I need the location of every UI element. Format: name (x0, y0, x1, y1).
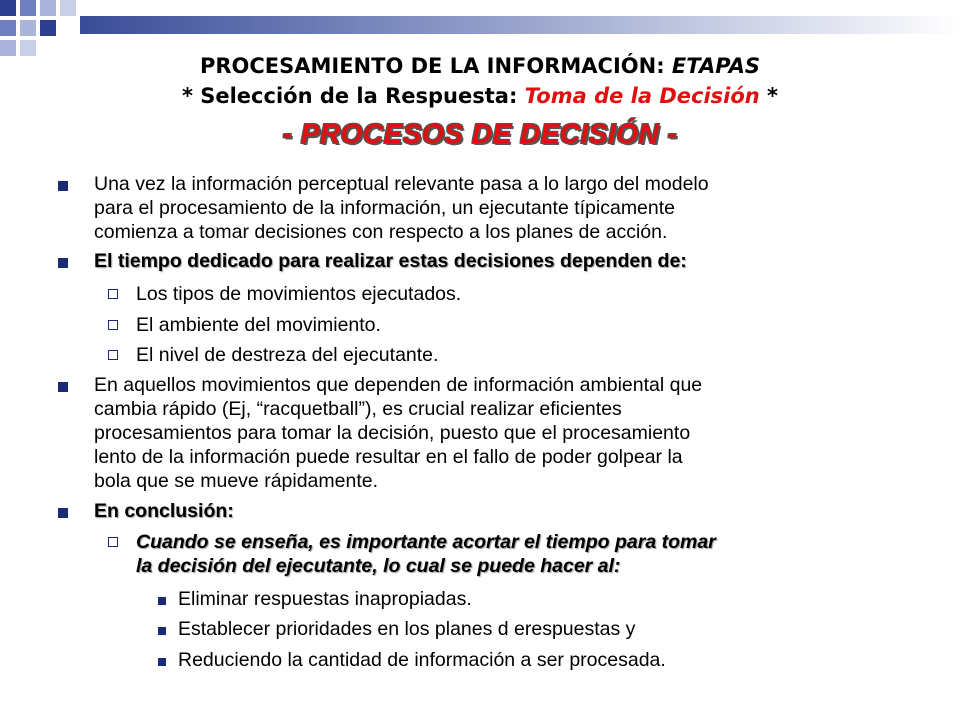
bullet-icon (158, 597, 166, 605)
list-item: Los tipos de movimientos ejecutados. (136, 283, 462, 305)
list-item: Reduciendo la cantidad de información a ser procesada. (178, 649, 666, 671)
list-item: El ambiente del movimiento. (136, 314, 381, 336)
section-heading: - PROCESOS DE DECISIÓN - (282, 118, 678, 149)
bullet-icon (158, 658, 166, 666)
header-gradient-bar (80, 16, 960, 34)
hollow-bullet-icon (108, 537, 118, 547)
bullet-icon (58, 181, 68, 191)
bullet-icon (58, 382, 68, 392)
slide-title: PROCESAMIENTO DE LA INFORMACIÓN: ETAPAS (199, 54, 761, 78)
bullet-icon (158, 627, 166, 635)
conclusion-statement: Cuando se enseña, es importante acortar el tiempo para tomar la decisión del ejecutante, lo cual se puede hacer al: (136, 531, 716, 577)
hollow-bullet-icon (108, 320, 118, 330)
bullet-icon (58, 258, 68, 268)
list-item: El nivel de destreza del ejecutante. (136, 344, 439, 366)
paragraph-2-heading: El tiempo dedicado para realizar estas decisiones dependen de: (94, 250, 687, 272)
list-item: Establecer prioridades en los planes d erespuestas y (178, 618, 636, 640)
bullet-icon (58, 508, 68, 518)
paragraph-3: En aquellos movimientos que dependen de información ambiental que cambia rápido (Ej, “racquetball”), es crucial realizar eficientes procesamientos para tomar la decisión, puesto que el procesamiento lento de la información puede resultar en el fallo de poder golpear la bola que se mueve rápidamente. (94, 374, 703, 492)
list-item: Eliminar respuestas inapropiadas. (178, 588, 472, 610)
hollow-bullet-icon (108, 289, 118, 299)
slide-subtitle: * Selección de la Respuesta: Toma de la Decisión * (181, 84, 779, 108)
paragraph-1: Una vez la información perceptual relevante pasa a lo largo del modelo para el procesamiento de la información, un ejecutante típicamente comienza a tomar decisiones con respecto a los planes de acción. (94, 173, 709, 243)
hollow-bullet-icon (108, 350, 118, 360)
conclusion-heading: En conclusión: (94, 500, 234, 522)
